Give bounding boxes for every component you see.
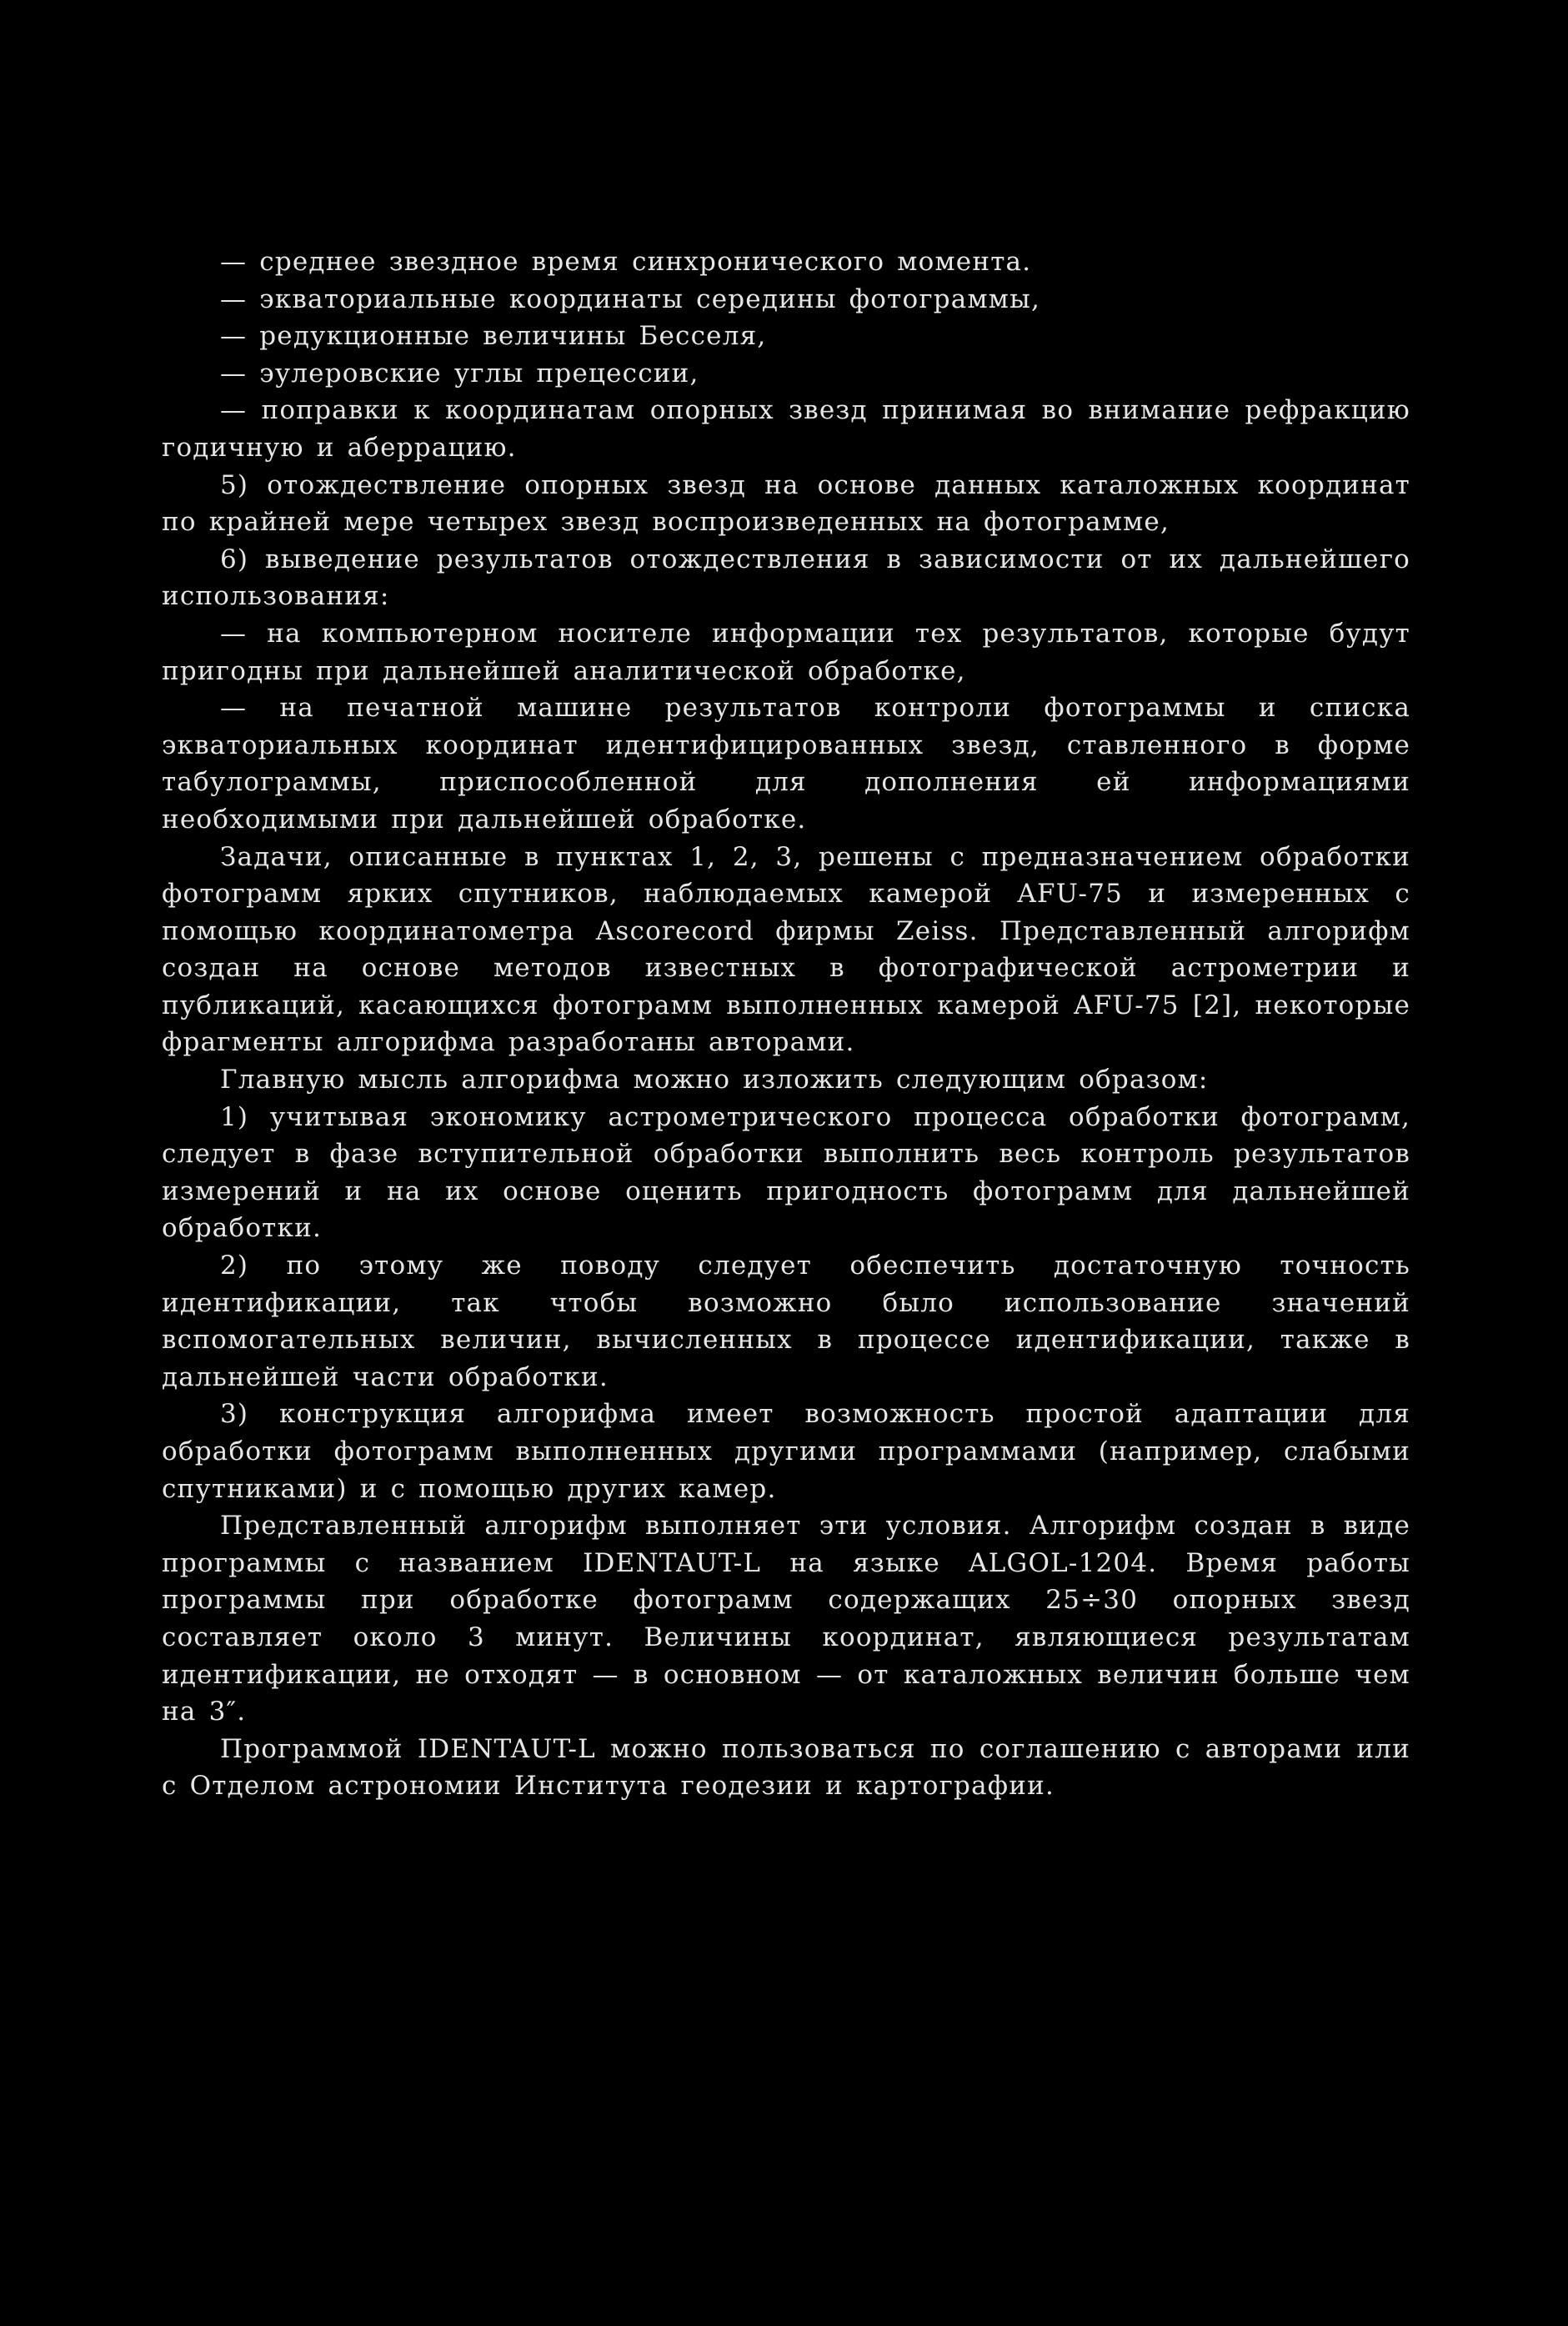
paragraph-point-3: 3) конструкция алгорифма имеет возможность простой адаптации для обработки фотограмм выполненных другими программами (например, слабыми спутниками) и с помощью других камер. bbox=[162, 1399, 1410, 1504]
paragraph-point-1: 1) учитывая экономику астрометрического процесса обработки фотограмм, следует в фазе вступительной обработки выполнить весь контроль результатов измерений и на их основе оценить пригодность фотограмм для дальнейшей обработки. bbox=[162, 1101, 1410, 1244]
paragraph-tasks: Задачи, описанные в пунктах 1, 2, 3, решены с предназначением обработки фотограмм ярких спутников, наблюдаемых камерой AFU-75 и измеренных с помощью координатометра Ascorecord фирмы Zeiss. Представленный алгорифм создан на основе методов известных в фотографической астрометрии и публикаций, касающихся фотограмм выполненных камерой AFU-75 [2], некоторые фрагменты алгорифма разработаны авторами. bbox=[162, 841, 1410, 1058]
body-text bbox=[162, 243, 1410, 1805]
list-item-equatorial-coordinates: — экваториальные координаты середины фотограммы, bbox=[220, 283, 1041, 314]
list-item-computer-media: — на компьютерном носителе информации тех результатов, которые будут пригодны при дальнейшей аналитической обработке, bbox=[162, 618, 1410, 686]
list-item-coordinate-corrections: — поправки к координатам опорных звезд принимая во внимание рефракцию годичную и аберрацию. bbox=[162, 395, 1410, 463]
paragraph-point-2: 2) по этому же поводу следует обеспечить достаточную точность идентификации, так чтобы возможно было использование значений вспомогательных величин, вычисленных в процессе идентификации, также в дальнейшей части обработки. bbox=[162, 1251, 1410, 1392]
paragraph-step-6: 6) выведение результатов отождествления в зависимости от их дальнейшего использования: bbox=[162, 544, 1410, 612]
list-item-bessel-quantities: — редукционные величины Бесселя, bbox=[220, 321, 767, 352]
list-item-sidereal-time: — среднее звездное время синхронического момента. bbox=[220, 247, 1032, 277]
paragraph-program-availability: Программой IDENTAUT-L можно пользоваться по соглашению с авторами или с Отделом астрономии Института геодезии и картографии. bbox=[162, 1733, 1410, 1802]
paragraph-main-idea: Главную мысль алгорифма можно изложить следующим образом: bbox=[220, 1065, 1209, 1095]
paragraph-step-5: 5) отождествление опорных звезд на основе данных каталожных координат по крайней мере четырех звезд воспроизведенных на фотограмме, bbox=[162, 469, 1410, 538]
paragraph-program-description: Представленный алгорифм выполняет эти условия. Алгорифм создан в виде программы с названием IDENTAUT-L на языке ALGOL-1204. Время работы программы при обработке фотограмм содержащих 25÷30 опорных звезд составляет около 3 минут. Величины координат, являющиеся результатам идентификации, не отходят — в основном — от каталожных величин больше чем на 3″. bbox=[162, 1511, 1410, 1727]
list-item-printer-output: — на печатной машине результатов контроли фотограммы и списка экваториальных координат идентифицированных звезд, ставленного в форме табулограммы, приспособленной для дополнения ей информациями необходимыми при дальнейшей обработке. bbox=[162, 693, 1410, 835]
list-item-euler-angles: — эулеровские углы прецессии, bbox=[220, 358, 699, 389]
